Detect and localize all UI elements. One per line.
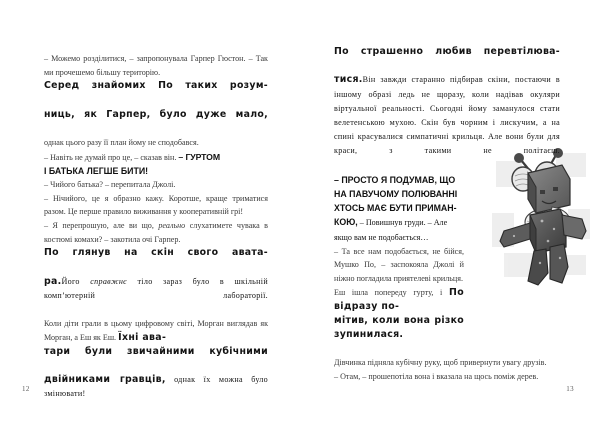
- clause-post: слухатимете чувака в костюмі комахи? – закотила очі Гарпер.: [44, 220, 268, 244]
- clause-ash-ahead: Еш ішла попереду гурту, і: [334, 287, 449, 297]
- caps-line-2: НА ПАВУЧОМУ ПОЛЮВАННІ: [334, 188, 458, 199]
- emphasis-line-2: ниць, як Гарпер, було дуже мало,: [44, 108, 268, 120]
- clause-pre: – Я перепрошую, але ви що,: [44, 220, 159, 230]
- emphasis-block-smart-girls: [44, 79, 268, 136]
- left-text-column: [44, 52, 268, 416]
- emphasis-line-1: По страшенно любив перевтілюва-: [334, 46, 560, 57]
- emphasis-line-2: ра.: [44, 275, 62, 287]
- emphasis-line-1: По глянув на скін свого авата-: [44, 247, 268, 259]
- paragraph-dialogue-harper-split: – Можемо розділитися, – запропонувала Гарпер Гюстон. – Так ми прочешемо більшу територію.: [44, 54, 268, 77]
- emphasis-block-she-stopped: [334, 314, 560, 357]
- emphasis-inline-po-noticed: По відразу по-: [334, 286, 464, 312]
- emphasis-line-3: двійниками гравців,: [44, 374, 166, 386]
- italic-word-real: справжнє: [90, 276, 127, 286]
- dialogue-lead-text: – Навіть не думай про це, – сказав він.: [44, 152, 179, 162]
- italic-word-really: реально: [158, 220, 186, 230]
- paragraph-survival-rule: – Нічийого, це я образно кажу. Коротше, краще триматися разом. Це перше правило виживання у кооперативній грі!: [44, 193, 268, 217]
- emphasis-line-2: тари були звичайними кубічними: [44, 345, 268, 357]
- caps-line-4: КОЮ,: [334, 216, 358, 227]
- caps-line-1: – ПРОСТО Я ПОДУМАВ, ЩО: [334, 174, 456, 185]
- paragraph-real-body-post: тіло зараз було в шкільній комп’ютерній лабораторії.: [44, 276, 268, 300]
- emphasis-block-po-looked-at-skin: [44, 246, 268, 317]
- paragraph-raised-hand: Дівчинка підняла кубічну руку, щоб привернути увагу друзів.: [334, 358, 547, 368]
- paragraph-real-body-pre: Його: [61, 276, 91, 286]
- emphasis-block-cubic-doubles: [44, 345, 268, 416]
- caps-phrase-beat-father: І БАТЬКА ЛЕГШЕ БИТИ!: [44, 166, 149, 177]
- paragraph-skins-description: Він завжди старанно підбирав скіни, постаючи в іншому образі ледь не щоразу, коли надівав окуляри віртуальної реальності. Сьогодні йому заманулося стати велетенською мухою. Скін був чорним і лискучим, а на спині красувалися симпатичні крильця. Але вони були для краси, з такими не політаєш.: [334, 75, 560, 156]
- emphasis-inline-their-avatars: Їхні ава-: [118, 331, 167, 343]
- illustration-text-wrap-spacer: [464, 173, 560, 315]
- paragraph-dont-think-about-it: [44, 150, 268, 165]
- paragraph-joli-reassures: – Та все нам подобається, не бійся, Мушко По, – заспокояла Джолі й ніжно погладила приятелеві крильця.: [334, 246, 464, 284]
- paragraph-bug-costume: [44, 219, 268, 246]
- emphasis-line-2: тися.: [334, 74, 363, 86]
- caps-phrase-together: – ГУРТОМ: [178, 151, 220, 162]
- paragraph-avatars-intro: [44, 317, 268, 345]
- paragraph-over-there: – Отам, – прошепотіла вона і вказала на щось поміж дерев.: [334, 371, 539, 381]
- paragraph-puffed-chest: – Повишнув груди. – Але якщо вам не подобається…: [334, 217, 448, 242]
- page-number-left: 12: [22, 385, 30, 393]
- page-right: [300, 0, 600, 421]
- emphasis-line-1: Серед знайомих По таких розум-: [44, 80, 268, 92]
- caps-line-3: ХТОСЬ МАЄ БУТИ ПРИМАН-: [334, 202, 457, 213]
- paragraph-whose-father: – Чийого батька? – перепитала Джолі.: [44, 180, 176, 190]
- paragraph-could-be-changed: однак їх можна було змінювати!: [44, 375, 268, 399]
- emphasis-line-2: мітив, коли вона різко зупинилася.: [334, 314, 464, 340]
- page-number-right: 13: [566, 385, 574, 393]
- right-text-column: [334, 45, 560, 383]
- clause-digital-world: Коли діти грали в цьому цифровому світі, Морган виглядав як Морган, а Еш як Еш.: [44, 319, 268, 342]
- emphasis-block-loved-transforming: [334, 45, 560, 173]
- paragraph-plan-disliked: однак цього разу її план йому не сподобався.: [44, 138, 199, 147]
